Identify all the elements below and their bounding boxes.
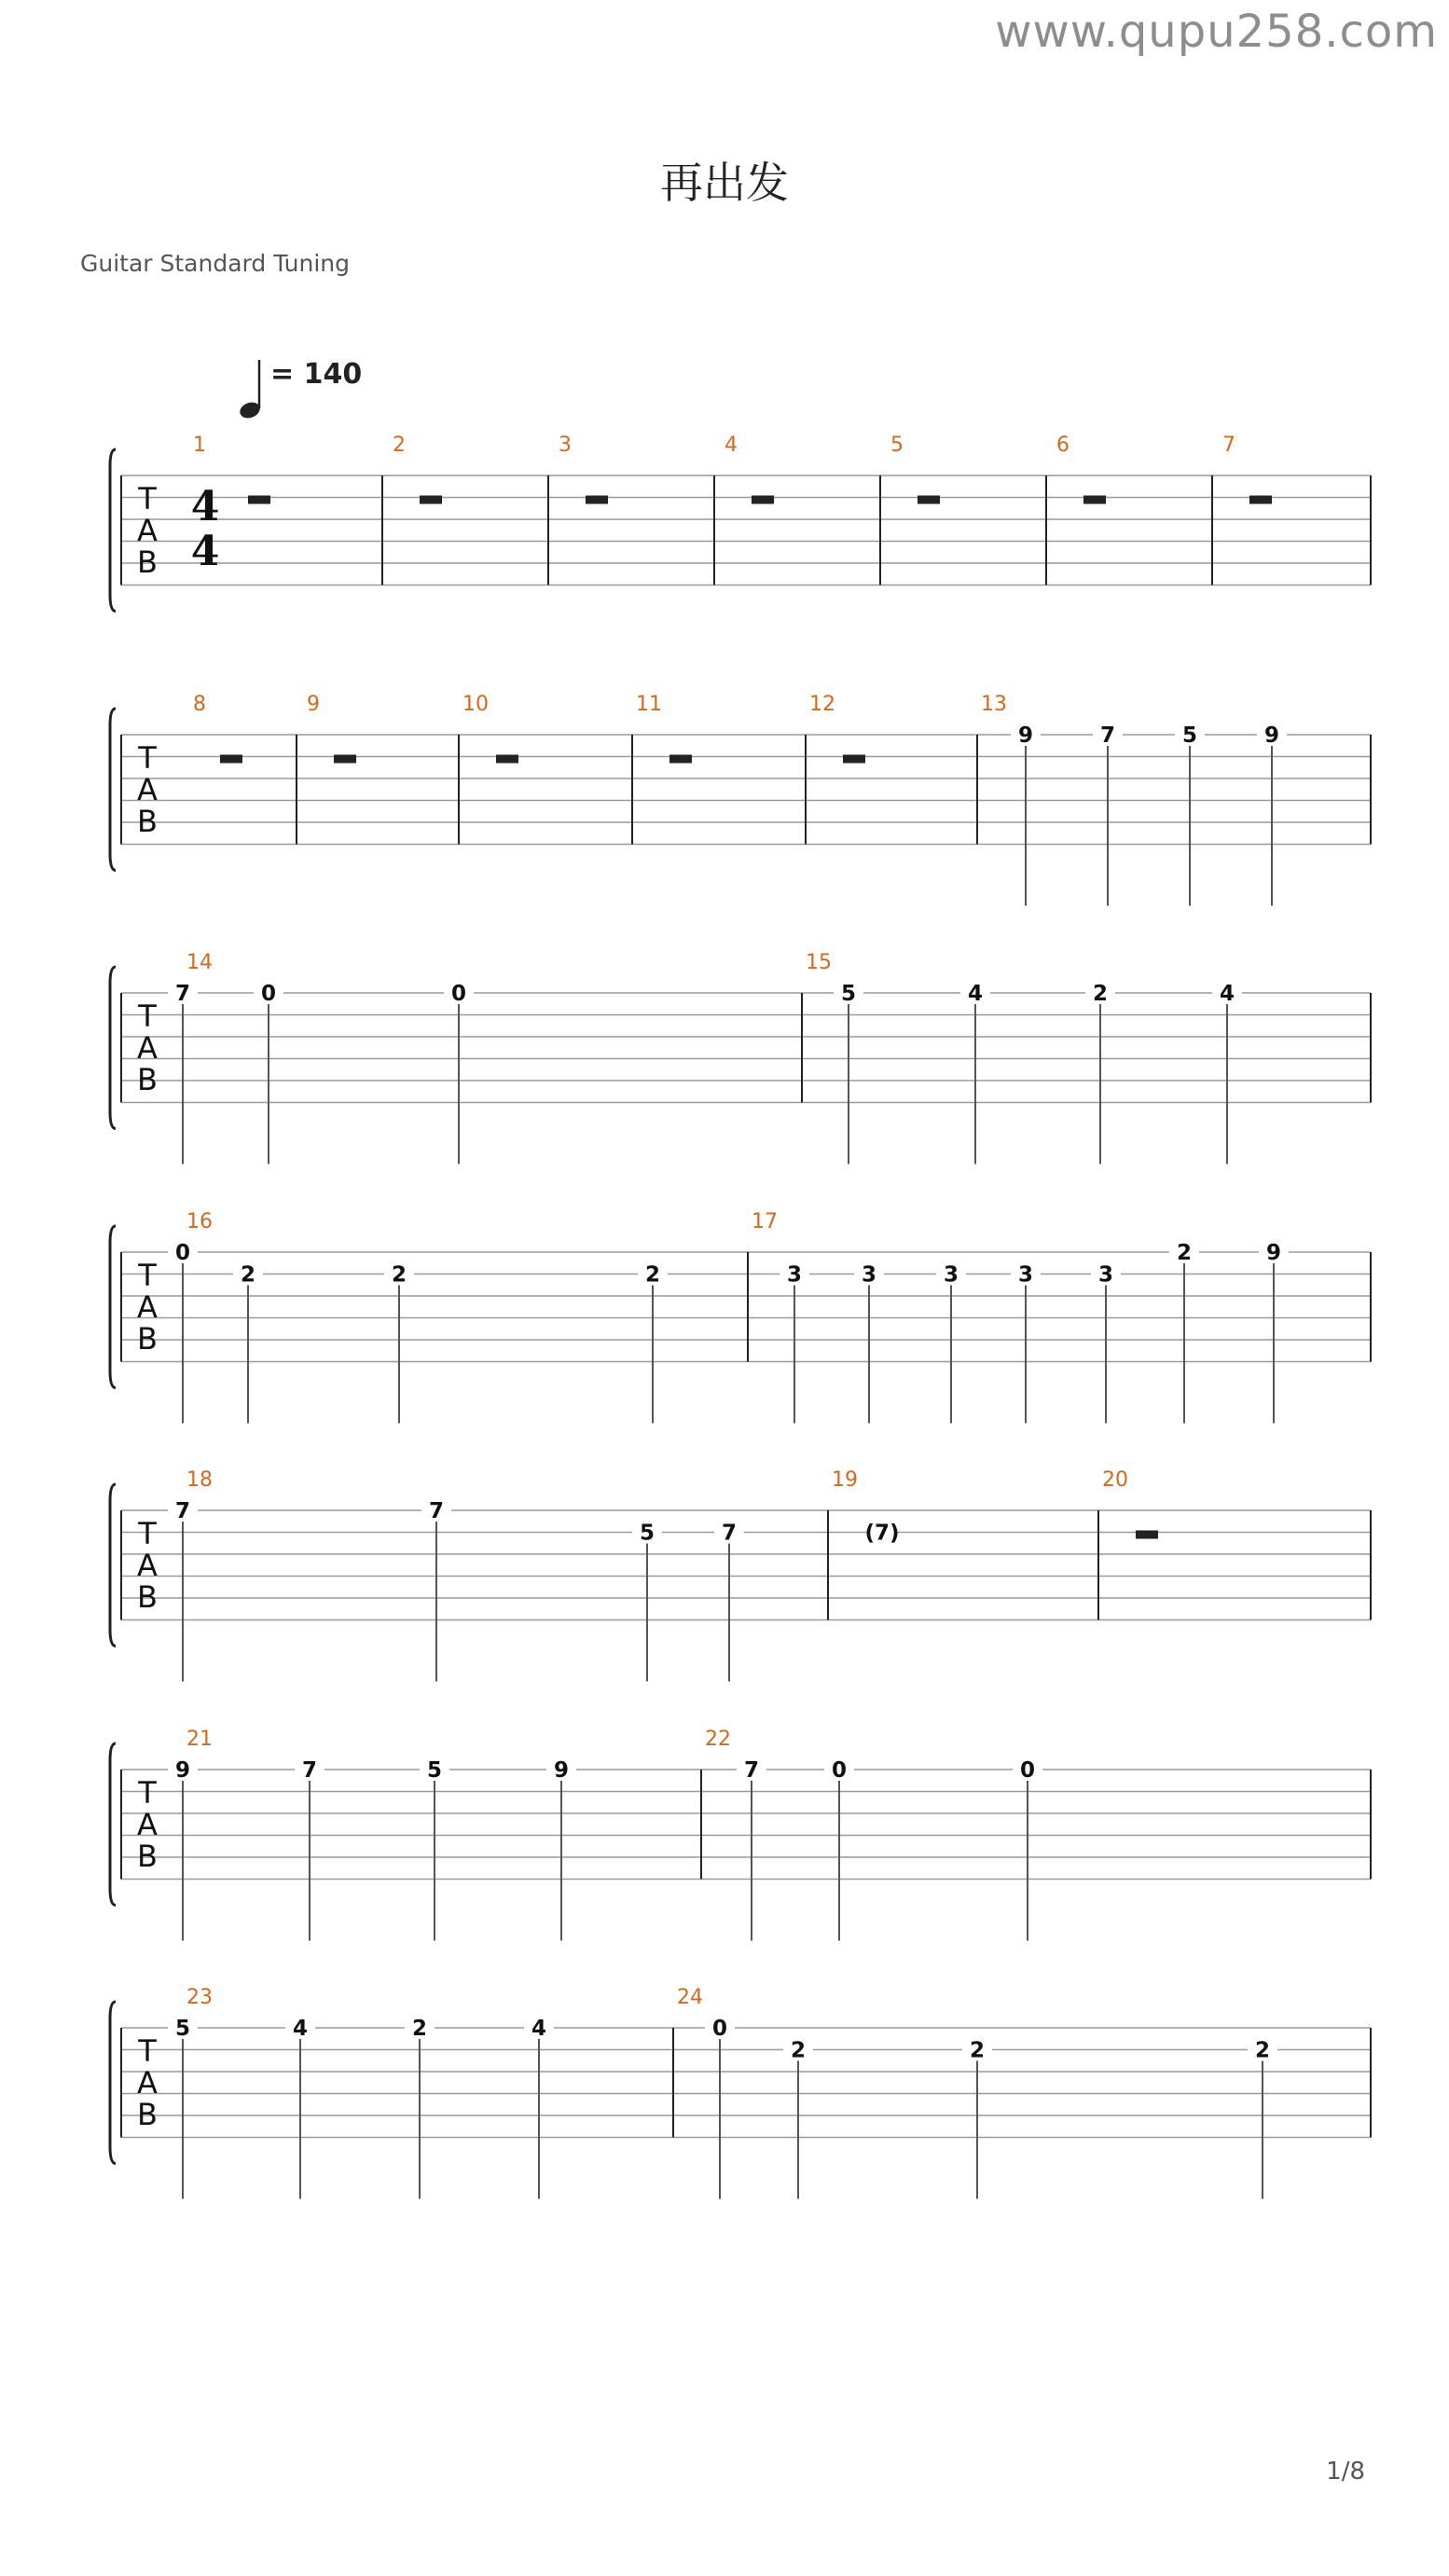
fret-number: 2 [644, 1262, 661, 1288]
whole-rest-icon [918, 496, 940, 504]
tab-clef-letter: B [137, 1579, 158, 1615]
fret-number: 9 [553, 1758, 570, 1783]
tab-clef-letter: B [137, 1839, 158, 1874]
tab-clef-letter: B [137, 544, 158, 580]
fret-number: 3 [943, 1262, 959, 1288]
measure-number: 20 [1102, 1468, 1128, 1492]
whole-rest-icon [248, 496, 270, 504]
score-title: 再出发 [660, 158, 789, 208]
tab-clef-letter: B [137, 2097, 158, 2132]
measure-number: 24 [677, 1986, 703, 2009]
tab-clef-letter: A [137, 2065, 158, 2101]
system-bracket [110, 1484, 116, 1646]
measure-number: 8 [193, 693, 206, 716]
tab-clef-letter: A [137, 513, 158, 548]
tuning-label: Guitar Standard Tuning [80, 250, 351, 277]
measure-number: 19 [832, 1468, 858, 1492]
tempo-marking: = 140 [270, 358, 363, 391]
tab-clef-letter: T [138, 1775, 157, 1811]
measure-number: 15 [806, 951, 832, 974]
tab-clef-letter: T [138, 481, 157, 517]
fret-number: 4 [292, 2017, 309, 2041]
fret-number: 7 [1099, 723, 1116, 748]
fret-number: 3 [861, 1262, 877, 1288]
fret-number: 3 [786, 1262, 803, 1288]
fret-number: 9 [1265, 1241, 1282, 1265]
measure-number: 10 [462, 693, 489, 716]
fret-number: 2 [790, 2038, 807, 2063]
measure-number: 23 [186, 1986, 213, 2009]
tab-clef-letter: T [138, 1258, 157, 1293]
whole-rest-icon [1249, 496, 1272, 504]
whole-rest-icon [752, 496, 774, 504]
tab-clef-letter: T [138, 2033, 157, 2069]
tab-clef-letter: T [138, 1516, 157, 1551]
fret-number: 2 [969, 2038, 986, 2063]
fret-number: 2 [411, 2017, 428, 2041]
fret-number: 7 [721, 1521, 738, 1546]
measure-number: 13 [981, 693, 1007, 716]
fret-number: 2 [391, 1262, 407, 1288]
fret-number: 0 [260, 982, 277, 1006]
fret-number: 4 [531, 2017, 547, 2041]
fret-number: 0 [1019, 1758, 1036, 1783]
measure-number: 7 [1222, 434, 1235, 457]
fret-number: 0 [711, 2017, 728, 2041]
whole-rest-icon [334, 755, 356, 764]
fret-number: 9 [1263, 723, 1280, 748]
tab-clef-letter: B [137, 1321, 158, 1357]
fret-number: 4 [1219, 982, 1235, 1006]
tab-clef-letter: A [137, 1289, 158, 1325]
measure-number: 9 [307, 693, 320, 716]
measure-number: 17 [752, 1210, 778, 1233]
tab-clef-letter: T [138, 740, 157, 776]
measure-number: 22 [705, 1728, 731, 1751]
fret-number: 7 [743, 1758, 760, 1783]
tab-clef-letter: A [137, 1548, 158, 1583]
measure-number: 6 [1056, 434, 1070, 457]
measure-number: 12 [809, 693, 835, 716]
fret-number: 2 [1176, 1241, 1193, 1265]
whole-rest-icon [1136, 1531, 1158, 1539]
measure-number: 1 [193, 434, 206, 457]
measure-number: 21 [186, 1728, 213, 1751]
fret-number: (7) [864, 1521, 900, 1546]
fret-number: 3 [1017, 1262, 1034, 1288]
system-bracket [110, 709, 116, 871]
measure-number: 18 [186, 1468, 213, 1492]
tab-clef-letter: B [137, 804, 158, 839]
measure-number: 2 [393, 434, 406, 457]
measure-number: 16 [186, 1210, 213, 1233]
system-bracket [110, 967, 116, 1129]
fret-number: 5 [1181, 723, 1198, 748]
whole-rest-icon [586, 496, 608, 504]
measure-number: 14 [186, 951, 213, 974]
fret-number: 5 [639, 1521, 656, 1546]
watermark: www.qupu258.com [995, 6, 1438, 58]
time-signature-top: 4 [190, 483, 220, 530]
fret-number: 2 [1254, 2038, 1271, 2063]
fret-number: 9 [174, 1758, 191, 1783]
fret-number: 7 [174, 982, 191, 1006]
measure-number: 5 [890, 434, 904, 457]
fret-number: 3 [1097, 1262, 1114, 1288]
page-number: 1/8 [1326, 2458, 1365, 2486]
fret-number: 7 [174, 1499, 191, 1523]
system-bracket [110, 449, 116, 612]
whole-rest-icon [420, 496, 442, 504]
tab-clef-letter: T [138, 999, 157, 1034]
whole-rest-icon [669, 755, 692, 764]
system-bracket [110, 1226, 116, 1388]
tab-clef-letter: A [137, 1807, 158, 1842]
measure-number: 4 [724, 434, 738, 457]
tab-clef-letter: A [137, 1030, 158, 1066]
system-bracket [110, 2002, 116, 2164]
whole-rest-icon [496, 755, 518, 764]
measure-number: 3 [559, 434, 572, 457]
whole-rest-icon [1083, 496, 1106, 504]
fret-number: 5 [174, 2017, 191, 2041]
system-bracket [110, 1743, 116, 1906]
tab-clef-letter: A [137, 772, 158, 807]
fret-number: 2 [1092, 982, 1109, 1006]
whole-rest-icon [220, 755, 242, 764]
fret-number: 0 [174, 1241, 191, 1265]
fret-number: 7 [428, 1499, 445, 1523]
fret-number: 2 [240, 1262, 256, 1288]
fret-number: 0 [831, 1758, 848, 1783]
fret-number: 9 [1017, 723, 1034, 748]
tab-clef-letter: B [137, 1062, 158, 1097]
fret-number: 7 [301, 1758, 318, 1783]
fret-number: 4 [967, 982, 984, 1006]
fret-number: 0 [450, 982, 467, 1006]
whole-rest-icon [843, 755, 865, 764]
fret-number: 5 [426, 1758, 443, 1783]
measure-number: 11 [636, 693, 662, 716]
time-signature-bottom: 4 [190, 528, 220, 575]
fret-number: 5 [840, 982, 857, 1006]
